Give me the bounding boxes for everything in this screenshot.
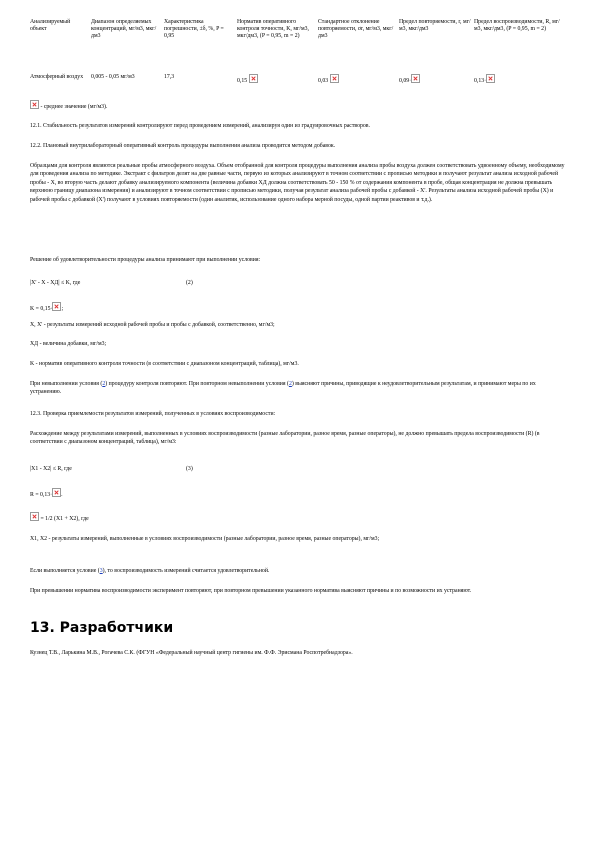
formula-mean: = 1/2 (X1 + X2), где	[30, 512, 568, 523]
formula-2	[30, 279, 568, 287]
broken-image-icon	[411, 74, 420, 83]
table-header-cell: Предел повторяемости, r, мг/м3, мкг/дм3	[399, 19, 471, 33]
table-header-cell: Предел воспроизводимости, R, мг/м3, мкг/дм3, (P = 0,95, m = 2)	[474, 19, 560, 33]
broken-image-icon	[30, 512, 39, 521]
formula-k: K = 0,15· ;	[30, 302, 568, 313]
metrology-table	[30, 18, 568, 86]
table-header-row	[30, 18, 568, 70]
paragraph-discrepancy: Расхождение между результатами измерений, выполненных в условиях воспроизводимости (разные лаборатории, разное время, разные операторы), не должно превышать предела воспроизводимости (R) (в соответствии с диапазоном концентраций, таблица), мг/м3:	[30, 431, 540, 446]
formula-2-link[interactable]: 2	[288, 381, 292, 387]
table-row	[30, 70, 568, 86]
formula-2-text: |X' - X - XД| ≤ K, где	[30, 280, 81, 286]
formula-r: R = 0,13· .	[30, 488, 568, 499]
formula-3-link[interactable]: 3	[99, 568, 103, 574]
paragraph-xd-definition: XД - величина добавки, мг/м3;	[30, 341, 107, 347]
table-cell: Атмосферный воздух	[30, 74, 84, 80]
formula-2-number: (2)	[186, 280, 193, 286]
paragraph-samples: Образцами для контроля являются реальные пробы атмосферного воздуха. Объем отобранной для контроля процедуры выполнения анализа пробы воздуха должен соответствовать удвоенному объему, необходимому для проведения анализа по методике. Экстракт с фильтров делят на две равные части, первую из которых анализируют в точном соответствии с прописью методики и получают результат анализа исходной рабочей пробы - X, во вторую часть делают добавку анализируемого компонента (величина добавки ХД должна соответствовать 50 - 150 % от содержания компонента в пробе, общая концентрация не должна превышать верхнюю границу диапазона измерения) и анализируют в точном соответствии с прописью методики, получая результат анализа рабочей пробы с добавкой - X'. Результаты анализа исходной рабочей пробы (X) и рабочей пробы с добавкой (X') получают в условиях повторяемости (один аналитик, использование одного набора мерной посуды, одной партии реактивов и т.д.).	[30, 163, 565, 203]
paragraph-x-definitions: X, X' - результаты измерений исходной рабочей пробы и пробы с добавкой, соответственно, мг/м3;	[30, 322, 275, 328]
document-page	[30, 18, 568, 656]
paragraph-failure: При невыполнении условия (2) процедуру контроля повторяют. При повторном невыполнении условия (2) выясняют причины, приводящие к неудовлетворительным результатам, и принимают меры по их устранению.	[30, 381, 536, 396]
table-cell: 17,3	[164, 74, 175, 80]
table-header-cell: Характеристика погрешности, ±δ, %, P = 0,95	[164, 19, 224, 40]
table-cell: 0,15	[237, 70, 318, 86]
table-cell: 0,13	[474, 70, 568, 86]
formula-3-number: (3)	[186, 466, 193, 472]
broken-image-icon	[486, 74, 495, 83]
table-cell: 0,005 - 0,05 мг/м3	[91, 74, 135, 80]
paragraph-12-1: 12.1. Стабильность результатов измерений контролируют перед проведением измерений, анализируя один из градуировочных растворов.	[30, 123, 370, 129]
table-header-cell: Стандартное отклонение повторяемости, σr, мг/м3, мкг/дм3	[318, 19, 394, 40]
paragraph-condition-met: Если выполняется условие (3), то воспроизводимость измерений считается удовлетворительной.	[30, 568, 270, 574]
table-header-cell: Диапазон определяемых концентраций, мг/м3, мкг/дм3	[91, 19, 157, 40]
formula-3-text: |X1 - X2| ≤ R, где	[30, 466, 72, 472]
paragraph-12-3: 12.3. Проверка приемлемости результатов измерений, полученных в условиях воспроизводимости:	[30, 411, 276, 417]
broken-image-icon	[30, 100, 39, 109]
paragraph-12-2: 12.2. Плановый внутрилабораторный оперативный контроль процедуры выполнения анализа проводится методом добавок.	[30, 143, 336, 149]
authors-line: Кузнец Т.В., Ларькина М.В., Рогачева С.К. (ФГУН «Федеральный научный центр гигиены им. Ф.Ф. Эрисмана Роспотребнадзора».	[30, 650, 353, 656]
formula-3	[30, 465, 568, 473]
table-header-cell: Анализируемый объект	[30, 19, 71, 33]
paragraph-decision: Решение об удовлетворительности процедуры анализа принимают при выполнении условия:	[30, 257, 261, 263]
paragraph-exceeding: При превышении норматива воспроизводимости эксперимент повторяют, при повторном превышении указанного норматива выясняют причины и по возможности их устраняют.	[30, 588, 472, 594]
table-cell: 0,03	[318, 70, 399, 86]
table-cell: 0,09	[399, 70, 474, 86]
paragraph-k-definition: K - норматив оперативного контроля точности (в соответствии с диапазоном концентраций, таблица), мг/м3.	[30, 361, 299, 367]
table-note: - среднее значение (мг/м3).	[30, 100, 568, 111]
formula-2-link[interactable]: 2	[102, 381, 106, 387]
paragraph-x1x2-definitions: X1, X2 - результаты измерений, выполненные в условиях воспроизводимости (разные лаборатории, разное время, разные операторы), мг/м3;	[30, 536, 380, 542]
broken-image-icon	[52, 488, 61, 497]
broken-image-icon	[249, 74, 258, 83]
section-heading: 13. Разработчики	[30, 620, 174, 636]
broken-image-icon	[330, 74, 339, 83]
broken-image-icon	[52, 302, 61, 311]
table-header-cell: Норматив оперативного контроля точности, K, мг/м3, мкг/дм3, (P = 0,95, m = 2)	[237, 19, 309, 40]
